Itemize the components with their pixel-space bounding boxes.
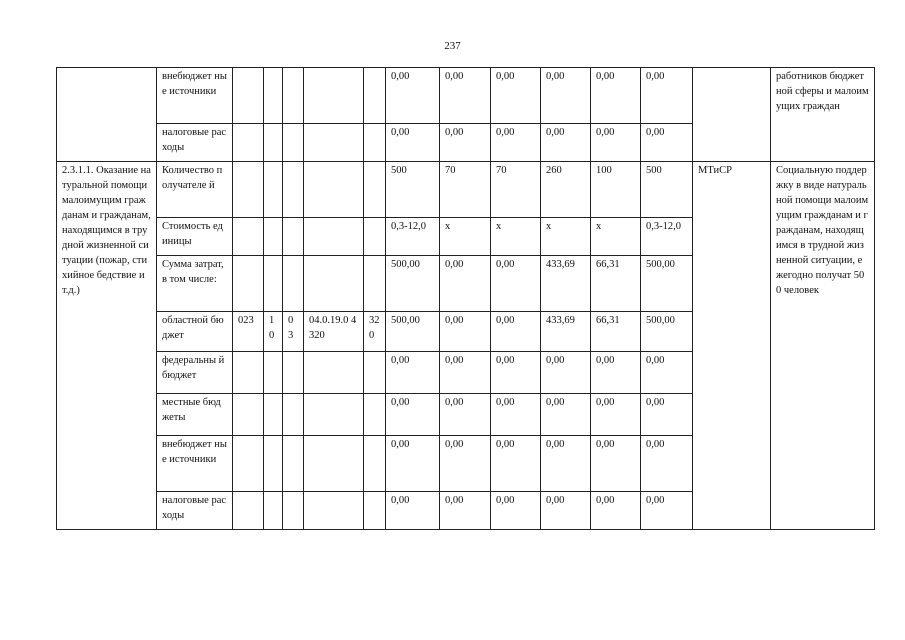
- value-cell: 70: [440, 162, 491, 218]
- value-cell: 0,00: [591, 68, 641, 124]
- value-cell: 70: [491, 162, 541, 218]
- funding-source-cell: Количество получателе й: [157, 162, 233, 218]
- grbs-code-cell: 023: [233, 312, 264, 352]
- value-cell: 0,00: [591, 492, 641, 530]
- value-cell: 0,3-12,0: [386, 218, 440, 256]
- page-number: 237: [444, 40, 461, 52]
- value-cell: 0,00: [440, 492, 491, 530]
- value-cell: 0,00: [386, 394, 440, 436]
- table-row: [57, 68, 875, 124]
- value-cell: 0,00: [386, 124, 440, 162]
- value-cell: 500,00: [386, 256, 440, 312]
- value-cell: 0,00: [491, 436, 541, 492]
- value-cell: 0,00: [491, 352, 541, 394]
- value-cell: 0,00: [641, 124, 693, 162]
- value-cell: 0,00: [641, 492, 693, 530]
- executor-cell: [693, 68, 771, 162]
- value-cell: 66,31: [591, 312, 641, 352]
- measure-name-cell: 2.3.1.1. Оказание натуральной помощи малоимущим гражданам и гражданам, находящимся в трудной жизненной ситуации (пожар, стихийное бедствие и т.д.): [57, 162, 157, 530]
- value-cell: 0,00: [440, 352, 491, 394]
- value-cell: 0,3-12,0: [641, 218, 693, 256]
- value-cell: 0,00: [641, 394, 693, 436]
- value-cell: 0,00: [440, 68, 491, 124]
- value-cell: 0,00: [491, 68, 541, 124]
- value-cell: 500: [641, 162, 693, 218]
- funding-source-cell: областной бюджет: [157, 312, 233, 352]
- value-cell: 0,00: [541, 436, 591, 492]
- measure-name-cell: [57, 68, 157, 162]
- result-cell: Социальную поддержку в виде натуральной помощи малоимущим гражданам и гражданам, находящимся в трудной жизненной ситуации, ежегодно получат 500 человек: [771, 162, 875, 530]
- value-cell: 0,00: [440, 256, 491, 312]
- value-cell: х: [591, 218, 641, 256]
- value-cell: 500: [386, 162, 440, 218]
- value-cell: 260: [541, 162, 591, 218]
- result-cell: работников бюджетной сферы и малоимущих граждан: [771, 68, 875, 162]
- value-cell: 0,00: [641, 436, 693, 492]
- value-cell: 0,00: [386, 436, 440, 492]
- funding-source-cell: налоговые расходы: [157, 492, 233, 530]
- value-cell: 500,00: [641, 312, 693, 352]
- value-cell: 433,69: [541, 256, 591, 312]
- funding-source-cell: внебюджет ные источники: [157, 436, 233, 492]
- value-cell: 0,00: [641, 68, 693, 124]
- value-cell: 0,00: [541, 352, 591, 394]
- value-cell: 0,00: [591, 124, 641, 162]
- value-cell: 500,00: [386, 312, 440, 352]
- value-cell: 0,00: [591, 352, 641, 394]
- value-cell: 0,00: [541, 68, 591, 124]
- value-cell: 0,00: [541, 394, 591, 436]
- budget-table: [56, 67, 875, 530]
- value-cell: х: [491, 218, 541, 256]
- value-cell: 66,31: [591, 256, 641, 312]
- value-cell: 0,00: [386, 68, 440, 124]
- value-cell: х: [541, 218, 591, 256]
- value-cell: 0,00: [491, 256, 541, 312]
- value-cell: 0,00: [386, 492, 440, 530]
- funding-source-cell: внебюджет ные источники: [157, 68, 233, 124]
- rz-code-cell: 1 0: [264, 312, 283, 352]
- value-cell: 0,00: [491, 124, 541, 162]
- funding-source-cell: Стоимость единицы: [157, 218, 233, 256]
- value-cell: 500,00: [641, 256, 693, 312]
- value-cell: 0,00: [491, 492, 541, 530]
- value-cell: 0,00: [440, 394, 491, 436]
- value-cell: 0,00: [541, 492, 591, 530]
- table-row: [57, 162, 875, 218]
- value-cell: 0,00: [541, 124, 591, 162]
- value-cell: х: [440, 218, 491, 256]
- funding-source-cell: местные бюджеты: [157, 394, 233, 436]
- value-cell: 0,00: [440, 124, 491, 162]
- value-cell: 0,00: [440, 436, 491, 492]
- value-cell: 0,00: [491, 394, 541, 436]
- value-cell: 0,00: [641, 352, 693, 394]
- executor-cell: МТиСР: [693, 162, 771, 530]
- value-cell: 0,00: [491, 312, 541, 352]
- value-cell: 0,00: [386, 352, 440, 394]
- value-cell: 433,69: [541, 312, 591, 352]
- value-cell: 0,00: [591, 436, 641, 492]
- funding-source-cell: федеральны й бюджет: [157, 352, 233, 394]
- funding-source-cell: Сумма затрат, в том числе:: [157, 256, 233, 312]
- value-cell: 0,00: [591, 394, 641, 436]
- value-cell: 100: [591, 162, 641, 218]
- value-cell: 0,00: [440, 312, 491, 352]
- pr-code-cell: 0 3: [283, 312, 304, 352]
- funding-source-cell: налоговые расходы: [157, 124, 233, 162]
- vr-code-cell: 32 0: [364, 312, 386, 352]
- csr-code-cell: 04.0.19.0 4320: [304, 312, 364, 352]
